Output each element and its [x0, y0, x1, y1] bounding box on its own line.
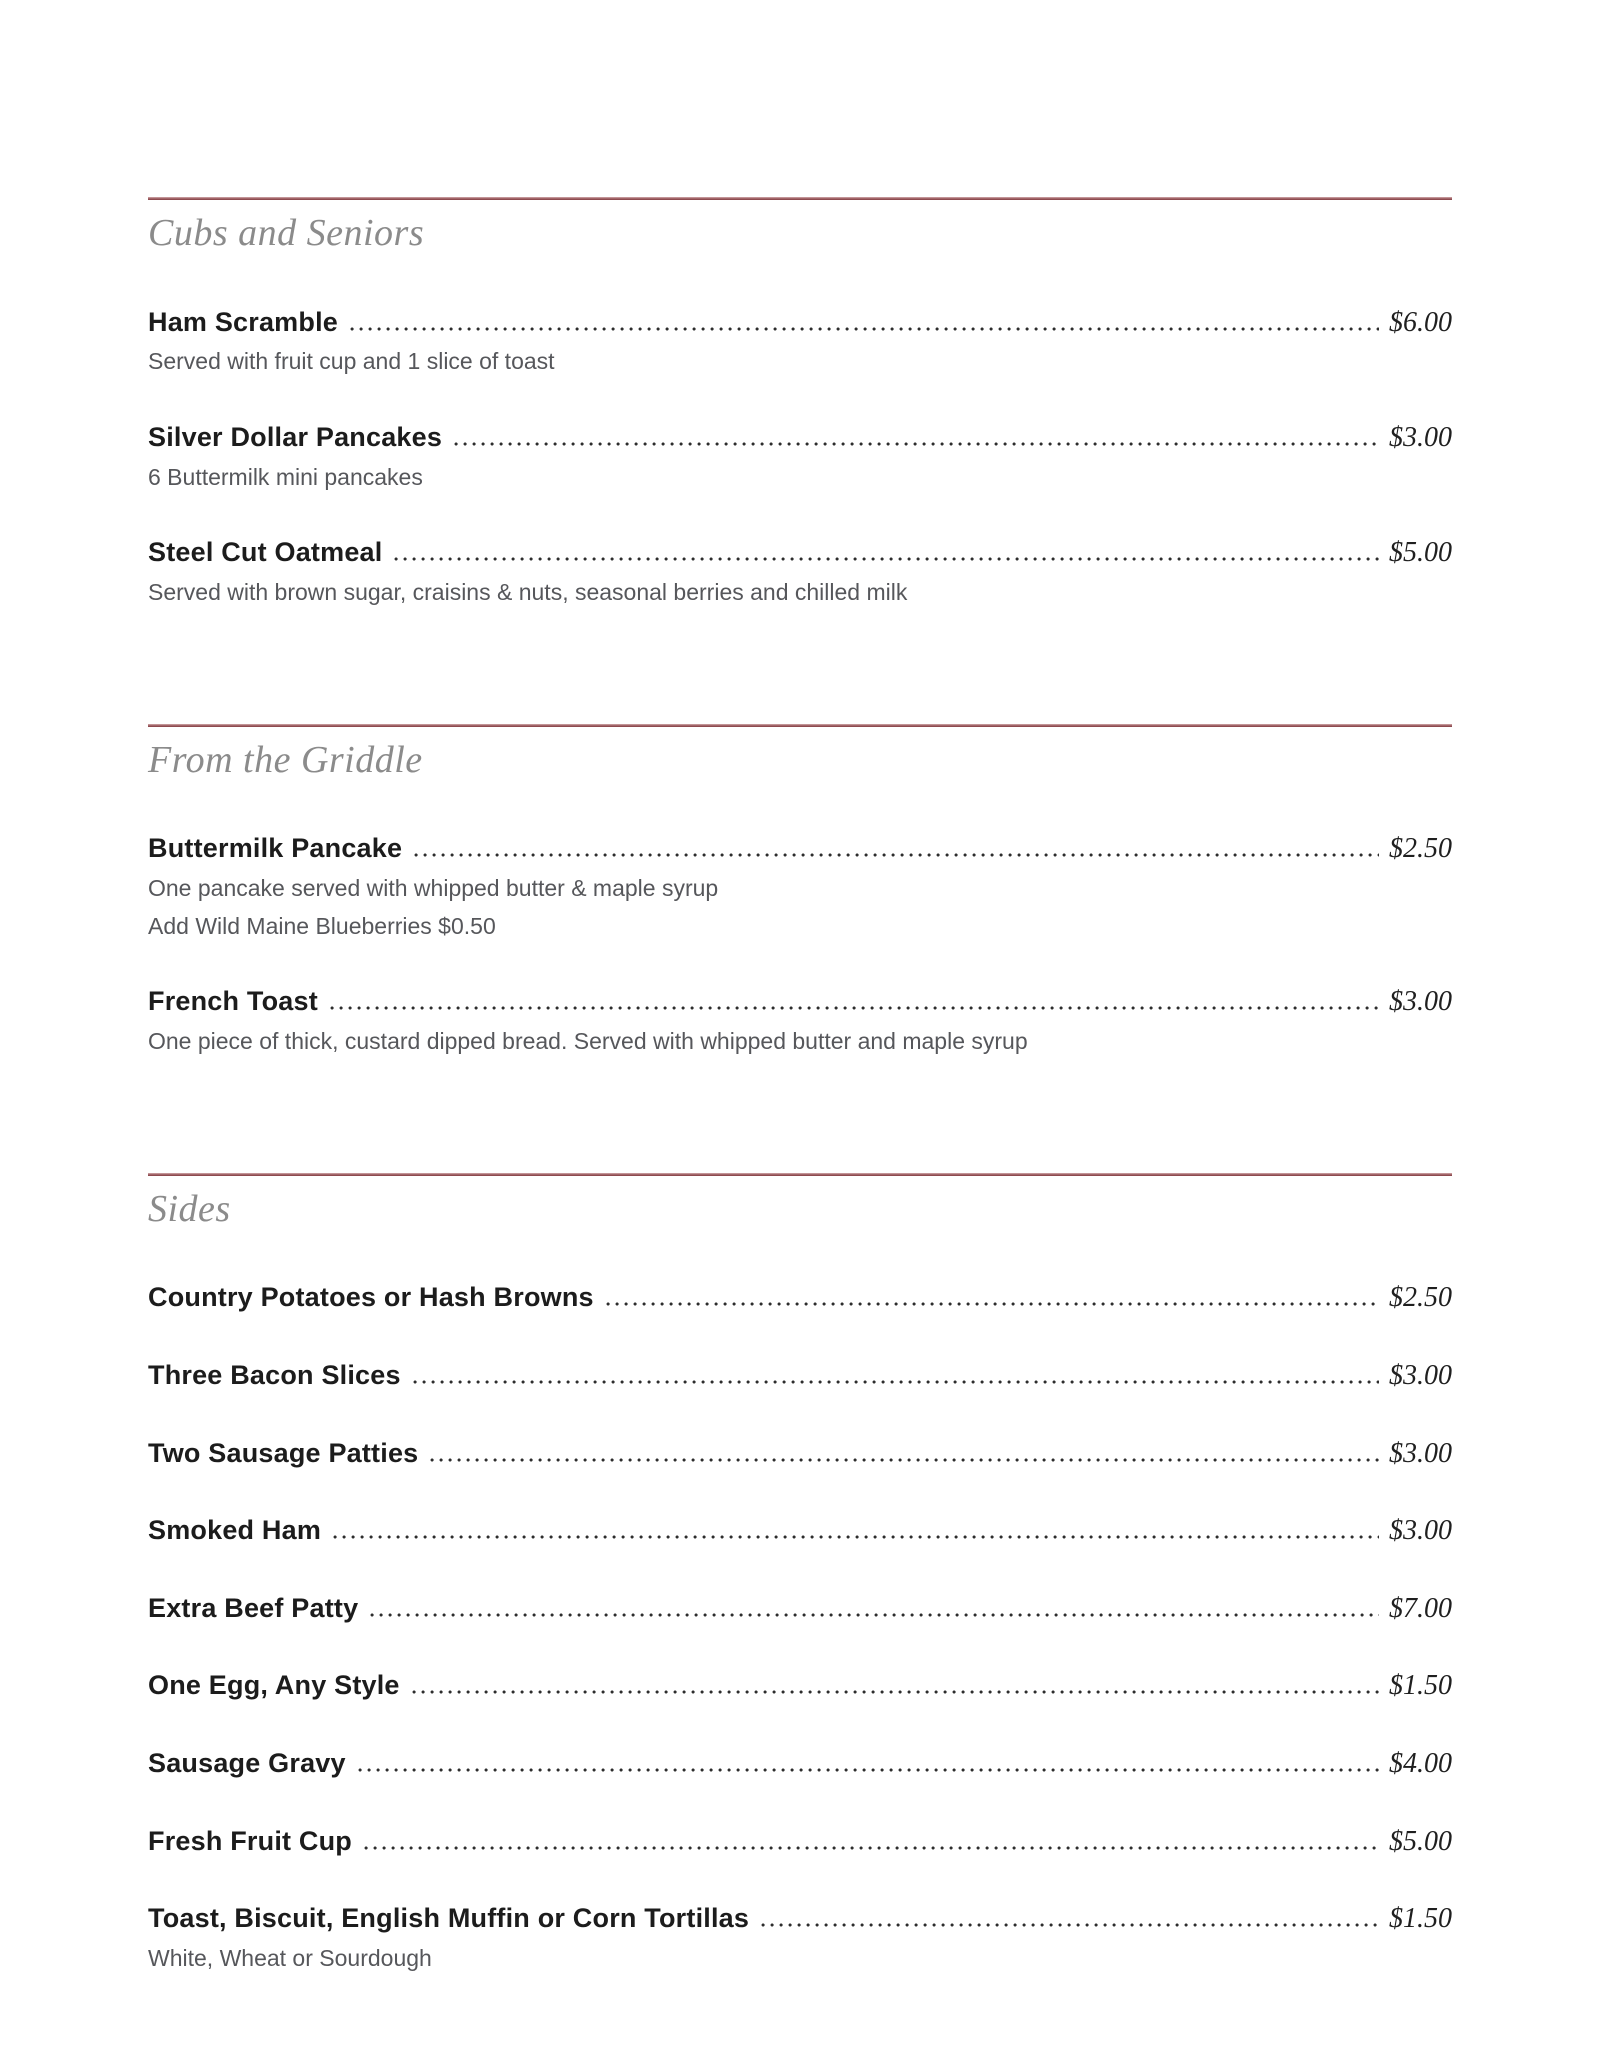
item-price: $2.50 [1389, 833, 1452, 865]
menu-item [148, 1281, 1452, 1315]
menu-item-row [148, 421, 1452, 455]
section-title: From the Griddle [148, 738, 423, 781]
item-name: French Toast [148, 986, 318, 1017]
item-name: Ham Scramble [148, 306, 338, 337]
menu-item-row [148, 306, 1452, 340]
menu-item-row [148, 1747, 1452, 1781]
item-name: Two Sausage Patties [148, 1437, 419, 1468]
dot-leader [761, 1923, 1379, 1927]
menu-item [148, 536, 1452, 607]
menu-item-row [148, 1669, 1452, 1703]
menu-item-row [148, 1825, 1452, 1859]
menu-item-row [148, 536, 1452, 570]
item-description: Served with fruit cup and 1 slice of toast [148, 348, 555, 375]
menu-item-row [148, 832, 1452, 866]
menu-item-row [148, 1359, 1452, 1393]
section-items [148, 306, 1452, 608]
dot-leader [333, 1535, 1379, 1539]
item-name: Toast, Biscuit, English Muffin or Corn Tortillas [148, 1903, 750, 1934]
item-price: $1.50 [1389, 1903, 1452, 1935]
item-descriptions [148, 346, 1452, 377]
dot-leader [350, 327, 1379, 331]
dot-leader [414, 853, 1379, 857]
item-name: One Egg, Any Style [148, 1670, 400, 1701]
menu-item [148, 1592, 1452, 1626]
item-price: $3.00 [1389, 986, 1452, 1018]
item-price: $6.00 [1389, 306, 1452, 338]
menu-item [148, 1514, 1452, 1548]
section-divider-rule [148, 197, 1452, 200]
section-items [148, 832, 1452, 1057]
item-name: Sausage Gravy [148, 1747, 346, 1778]
menu-item-row [148, 1514, 1452, 1548]
item-descriptions [148, 873, 1452, 942]
menu-item-row [148, 1437, 1452, 1471]
item-name: Buttermilk Pancake [148, 833, 403, 864]
menu-item-row [148, 1592, 1452, 1626]
section-divider-rule [148, 1173, 1452, 1176]
menu-item-row [148, 985, 1452, 1019]
item-price: $3.00 [1389, 421, 1452, 453]
menu-item [148, 306, 1452, 377]
menu-section [148, 1173, 1452, 1974]
item-description: White, Wheat or Sourdough [148, 1944, 432, 1971]
menu-item-row [148, 1902, 1452, 1936]
menu-item [148, 1825, 1452, 1859]
menu-item [148, 1359, 1452, 1393]
item-description: One piece of thick, custard dipped bread. Served with whipped butter and maple syrup [148, 1028, 1028, 1055]
item-name: Steel Cut Oatmeal [148, 537, 383, 568]
item-descriptions [148, 1026, 1452, 1057]
item-price: $5.00 [1389, 537, 1452, 569]
dot-leader [412, 1690, 1379, 1694]
item-price: $3.00 [1389, 1437, 1452, 1469]
menu-item-row [148, 1281, 1452, 1315]
dot-leader [364, 1846, 1379, 1850]
menu-section [148, 197, 1452, 608]
item-name: Country Potatoes or Hash Browns [148, 1282, 594, 1313]
item-description: Served with brown sugar, craisins & nuts, seasonal berries and chilled milk [148, 578, 908, 605]
dot-leader [413, 1380, 1379, 1384]
item-price: $3.00 [1389, 1359, 1452, 1391]
item-name: Smoked Ham [148, 1515, 322, 1546]
menu-section [148, 724, 1452, 1057]
item-price: $1.50 [1389, 1670, 1452, 1702]
item-name: Silver Dollar Pancakes [148, 421, 443, 452]
dot-leader [358, 1768, 1379, 1772]
item-description: 6 Buttermilk mini pancakes [148, 463, 423, 490]
item-price: $4.00 [1389, 1747, 1452, 1779]
section-divider-rule [148, 724, 1452, 727]
menu-item [148, 421, 1452, 492]
menu-item [148, 1747, 1452, 1781]
menu-item [148, 1669, 1452, 1703]
item-price: $2.50 [1389, 1282, 1452, 1314]
item-name: Extra Beef Patty [148, 1592, 359, 1623]
item-price: $5.00 [1389, 1825, 1452, 1857]
item-descriptions [148, 577, 1452, 608]
dot-leader [330, 1006, 1379, 1010]
item-description: Add Wild Maine Blueberries $0.50 [148, 912, 496, 939]
item-name: Three Bacon Slices [148, 1359, 401, 1390]
dot-leader [370, 1613, 1379, 1617]
dot-leader [606, 1302, 1379, 1306]
menu-item [148, 832, 1452, 941]
menu-item [148, 1902, 1452, 1973]
item-name: Fresh Fruit Cup [148, 1825, 352, 1856]
item-price: $3.00 [1389, 1515, 1452, 1547]
dot-leader [454, 442, 1379, 446]
section-title: Cubs and Seniors [148, 212, 425, 254]
item-description: One pancake served with whipped butter & maple syrup [148, 874, 719, 901]
item-descriptions [148, 1943, 1452, 1974]
section-items [148, 1281, 1452, 1973]
dot-leader [430, 1458, 1379, 1462]
menu-item [148, 1437, 1452, 1471]
dot-leader [394, 557, 1379, 561]
item-descriptions [148, 462, 1452, 493]
section-title: Sides [148, 1187, 231, 1230]
menu-item [148, 985, 1452, 1056]
item-price: $7.00 [1389, 1592, 1452, 1624]
